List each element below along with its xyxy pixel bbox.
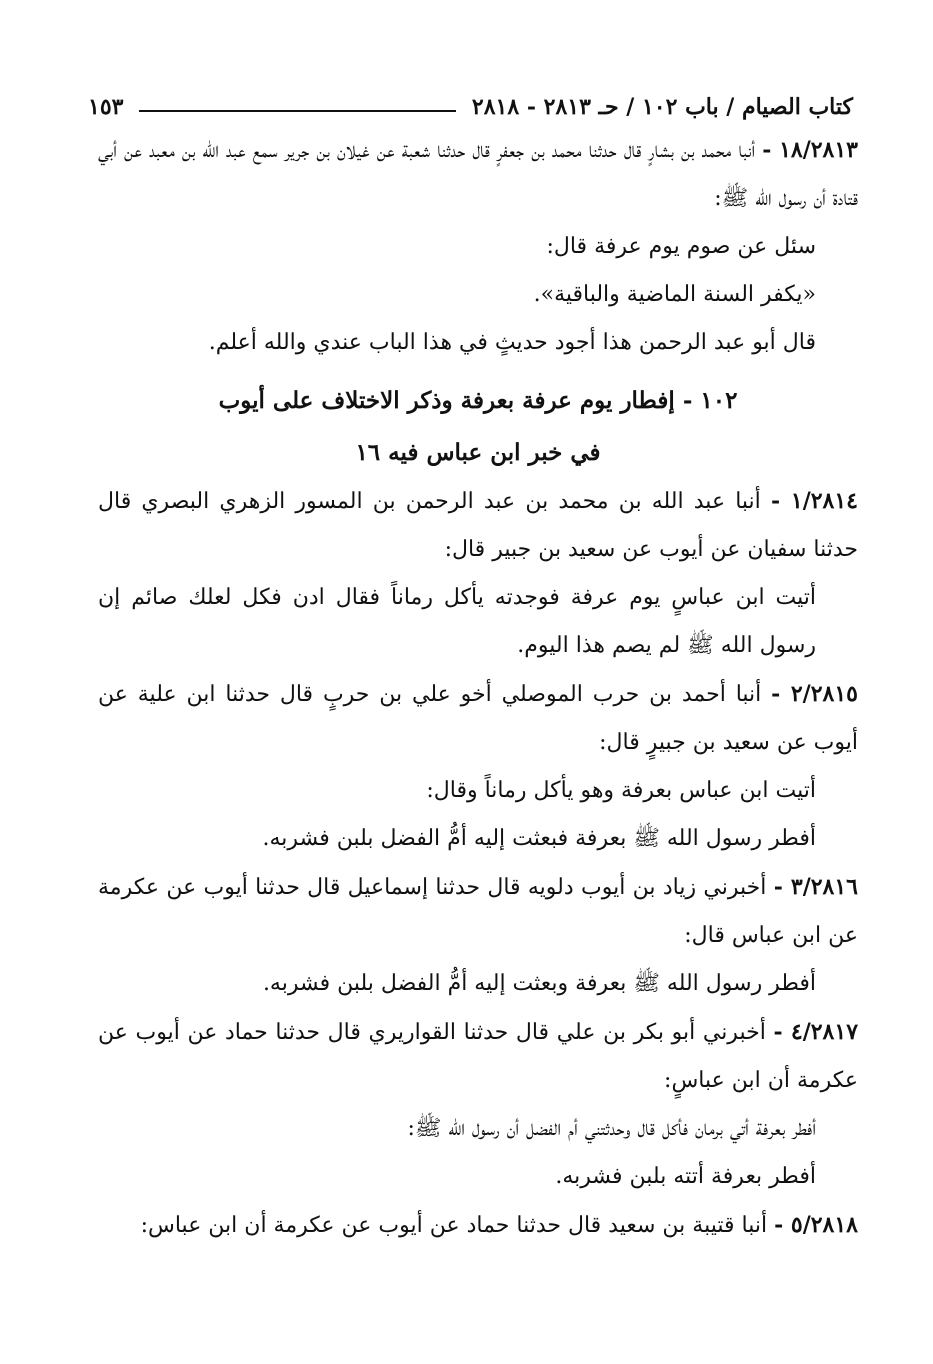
page-body xyxy=(98,126,858,1250)
isnad-text: أنبا قتيبة بن سعيد قال حدثنا حماد عن أيوب عن عكرمة أن ابن عباس: xyxy=(140,1213,768,1238)
hadith-2813-matn-1: سئل عن صوم يوم عرفة قال: xyxy=(546,234,816,259)
spacer xyxy=(98,367,858,373)
hadith-number: ٢/٢٨١٥ - xyxy=(771,681,858,707)
isnad-text: أنبا محمد بن بشارٍ قال حدثنا محمد بن جعفرٍ قال حدثنا شعبة عن غيلان بن جرير سمع عبد الله بن معبد عن أبي قتادة أن رسول الله ﷺ: xyxy=(98,138,858,211)
chapter-heading-line-2: في خبر ابن عباس فيه ١٦ xyxy=(355,439,601,466)
hadith-number: ٣/٢٨١٦ - xyxy=(773,874,858,900)
header-title: كتاب الصيام / باب ١٠٢ / حـ ٢٨١٣ - ٢٨١٨ xyxy=(471,94,853,120)
hadith-2814-isnad xyxy=(98,477,858,574)
isnad-text: أنبا عبد الله بن محمد بن عبد الرحمن بن المسور الزهري البصري قال حدثنا سفيان عن أيوب عن سعيد بن جبير قال: xyxy=(98,489,858,562)
hadith-2815-matn-2: أفطر رسول الله ﷺ بعرفة فبعثت إليه أمُّ الفضل بلبن فشربه. xyxy=(262,826,816,851)
hadith-2817-matn-1: أفطر بعرفة أتي برمان فأكل قال وحدثتني أم الفضل أن رسول الله ﷺ: xyxy=(407,1116,816,1141)
hadith-number: ٤/٢٨١٧ - xyxy=(773,1019,859,1045)
hadith-2816-isnad xyxy=(98,863,858,960)
isnad-text: أخبرني زياد بن أيوب دلويه قال حدثنا إسماعيل قال حدثنا أيوب عن عكرمة عن ابن عباس قال: xyxy=(98,875,858,948)
isnad-text: أنبا أحمد بن حرب الموصلي أخو علي بن حربٍ قال حدثنا ابن علية عن أيوب عن سعيد بن جبيرٍ قال: xyxy=(98,682,858,755)
chapter-heading-line-1: ١٠٢ - إفطار يوم عرفة بعرفة وذكر الاختلاف على أيوب xyxy=(218,387,738,414)
hadith-2817-isnad xyxy=(98,1008,858,1105)
hadith-number: ١٨/٢٨١٣ - xyxy=(762,137,858,163)
hadith-2818-isnad xyxy=(98,1201,858,1250)
isnad-text: أخبرني أبو بكر بن علي قال حدثنا القواريري قال حدثنا حماد عن أيوب عن عكرمة أن ابن عباسٍ: xyxy=(98,1020,858,1093)
hadith-number: ١/٢٨١٤ - xyxy=(770,488,858,514)
hadith-2816-matn: أفطر رسول الله ﷺ بعرفة وبعثت إليه أمُّ الفضل بلبن فشربه. xyxy=(262,971,816,996)
hadith-number: ٥/٢٨١٨ - xyxy=(774,1212,858,1238)
hadith-2814-matn: أتيت ابن عباسٍ يوم عرفة فوجدته يأكل رماناً فقال ادن فكل لعلك صائم إن رسول الله ﷺ لم يصم هذا اليوم. xyxy=(98,585,816,658)
hadith-2813-isnad xyxy=(98,126,858,223)
hadith-2815-matn-1: أتيت ابن عباس بعرفة وهو يأكل رماناً وقال: xyxy=(426,778,816,803)
hadith-2817-matn-2: أفطر بعرفة أتته بلبن فشربه. xyxy=(555,1164,816,1189)
hadith-2815-isnad xyxy=(98,670,858,767)
hadith-2813-comment: قال أبو عبد الرحمن هذا أجود حديثٍ في هذا الباب عندي والله أعلم. xyxy=(208,330,816,355)
running-header xyxy=(88,80,853,120)
header-rule xyxy=(139,110,455,112)
hadith-2813-matn-2: «يكفر السنة الماضية والباقية». xyxy=(533,282,816,307)
page-number: ١٥٣ xyxy=(88,94,124,120)
